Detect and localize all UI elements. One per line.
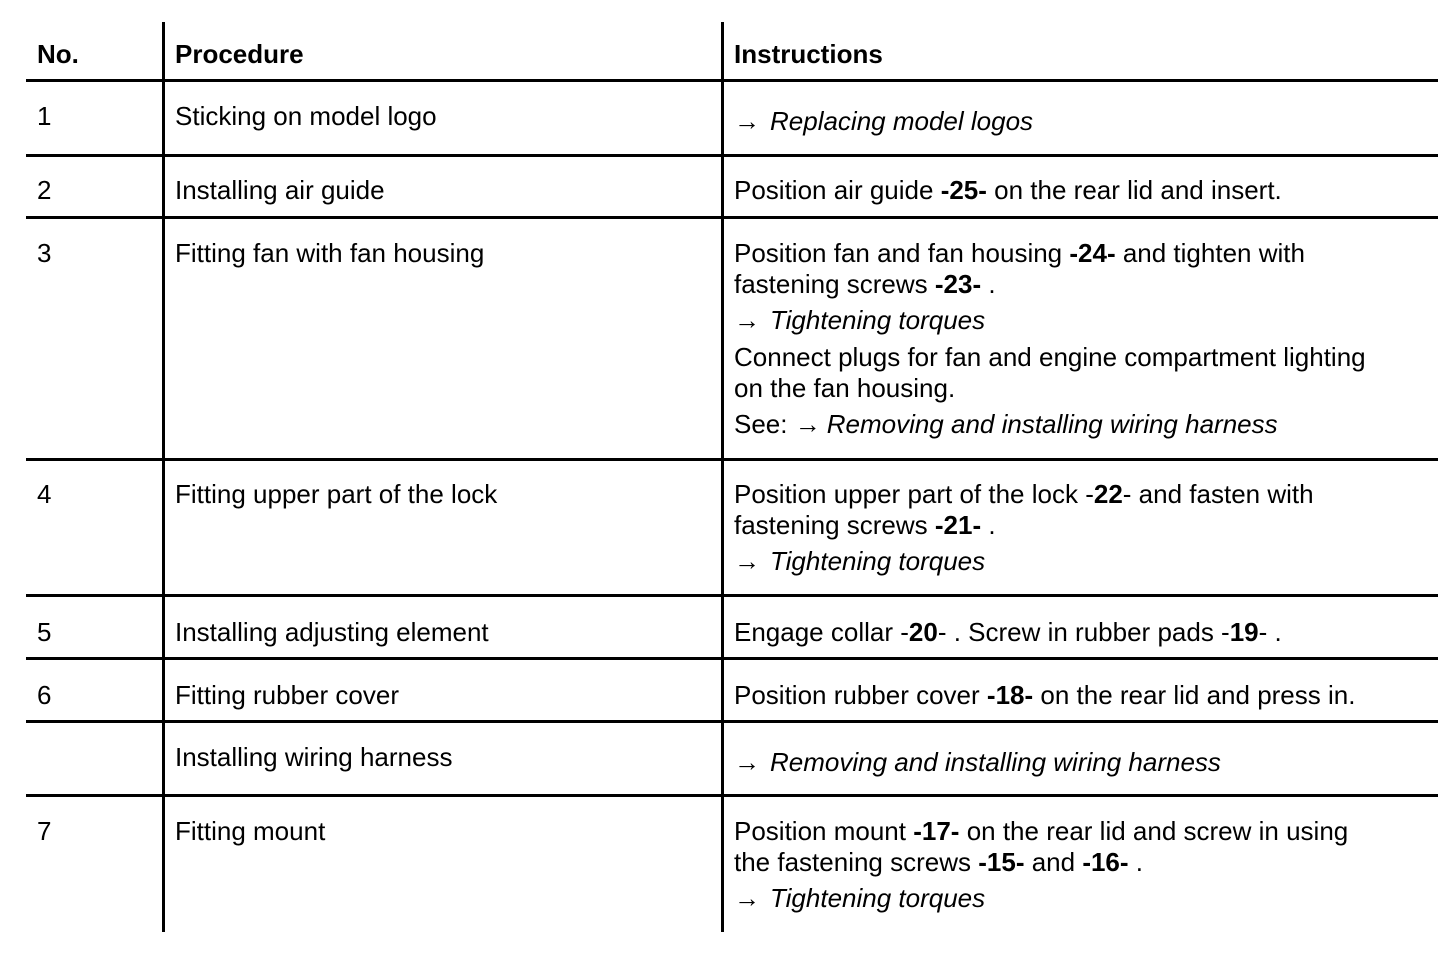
instruction-segment: - . Screw in rubber pads - <box>937 617 1230 647</box>
instruction-text <box>734 617 1282 648</box>
instruction-segment: on the fan housing. <box>734 373 956 403</box>
row-divider <box>26 458 1438 461</box>
header-no: No. <box>37 39 79 69</box>
instruction-segment: - . <box>1258 617 1282 647</box>
instruction-text <box>734 238 1366 440</box>
instruction-text <box>734 175 1282 206</box>
part-number: -21- <box>934 510 982 540</box>
part-number: 20 <box>908 617 938 647</box>
instruction-segment: . <box>1128 847 1144 877</box>
procedure-text: Fitting fan with fan housing <box>175 238 485 268</box>
procedure-text: Fitting mount <box>175 816 326 846</box>
header-instructions: Instructions <box>734 39 883 69</box>
instruction-text <box>734 680 1355 711</box>
step-number: 7 <box>37 816 52 846</box>
part-number: -17- <box>913 816 960 846</box>
step-number: 5 <box>37 617 52 647</box>
instruction-segment: . <box>981 510 996 540</box>
step-number: 6 <box>37 680 52 710</box>
row-divider <box>26 794 1438 797</box>
row-divider <box>26 657 1438 660</box>
part-number: 22 <box>1093 479 1123 509</box>
step-number: 4 <box>37 479 52 509</box>
arrow-icon: → <box>734 106 760 136</box>
cross-reference-link[interactable]: Tightening torques <box>770 883 986 913</box>
cross-reference-link[interactable]: Tightening torques <box>770 546 986 576</box>
instruction-text <box>734 747 1221 778</box>
step-number: 1 <box>37 101 52 131</box>
procedure-text: Installing adjusting element <box>175 617 489 647</box>
arrow-icon: → <box>794 409 821 439</box>
cross-reference-link[interactable]: Removing and installing wiring harness <box>770 747 1221 777</box>
cross-reference-link[interactable]: Tightening torques <box>770 305 986 335</box>
row-divider <box>26 720 1438 723</box>
instruction-segment: Position fan and fan housing <box>734 238 1070 268</box>
step-number: 2 <box>37 175 52 205</box>
row-divider <box>26 154 1438 157</box>
instruction-segment: Position air guide <box>734 175 941 205</box>
cross-reference-link[interactable]: Replacing model logos <box>770 106 1034 136</box>
instruction-segment: Position mount <box>734 816 914 846</box>
instruction-segment: Position rubber cover <box>734 680 987 710</box>
instruction-segment: Connect plugs for fan and engine compartment lighting <box>734 342 1366 372</box>
part-number: -15- <box>978 847 1025 877</box>
instruction-segment: and tighten with <box>1115 238 1305 268</box>
instruction-segment: and <box>1024 847 1083 877</box>
instruction-text <box>734 479 1314 577</box>
step-number: 3 <box>37 238 52 268</box>
row-divider <box>26 79 1438 82</box>
part-number: -25- <box>940 175 987 205</box>
instruction-text <box>734 106 1033 137</box>
arrow-icon: → <box>734 883 760 913</box>
procedure-text: Sticking on model logo <box>175 101 437 131</box>
part-number: 19 <box>1229 617 1259 647</box>
header-procedure: Procedure <box>175 39 304 69</box>
part-number: -24- <box>1069 238 1116 268</box>
procedure-text: Installing wiring harness <box>175 742 453 772</box>
instruction-segment: fastening screws <box>734 510 935 540</box>
instruction-segment: . <box>981 269 996 299</box>
part-number: -16- <box>1082 847 1129 877</box>
arrow-icon: → <box>734 305 760 335</box>
see-label: See: <box>734 409 795 439</box>
instruction-segment: the fastening screws <box>734 847 979 877</box>
instruction-segment: - and fasten with <box>1122 479 1314 509</box>
instruction-text <box>734 816 1348 914</box>
instruction-segment: on the rear lid and press in. <box>1033 680 1356 710</box>
instruction-segment: Position upper part of the lock - <box>734 479 1094 509</box>
row-divider <box>26 594 1438 597</box>
arrow-icon: → <box>734 546 760 576</box>
instruction-segment: fastening screws <box>734 269 935 299</box>
instruction-segment: Engage collar - <box>734 617 909 647</box>
instruction-segment: on the rear lid and insert. <box>986 175 1282 205</box>
procedure-text: Installing air guide <box>175 175 385 205</box>
part-number: -18- <box>986 680 1034 710</box>
procedure-text: Fitting rubber cover <box>175 680 399 710</box>
row-divider <box>26 216 1438 219</box>
procedure-text: Fitting upper part of the lock <box>175 479 498 509</box>
cross-reference-link[interactable]: Removing and installing wiring harness <box>826 409 1278 439</box>
part-number: -23- <box>934 269 982 299</box>
arrow-icon: → <box>734 747 760 777</box>
instruction-segment: on the rear lid and screw in using <box>959 816 1349 846</box>
